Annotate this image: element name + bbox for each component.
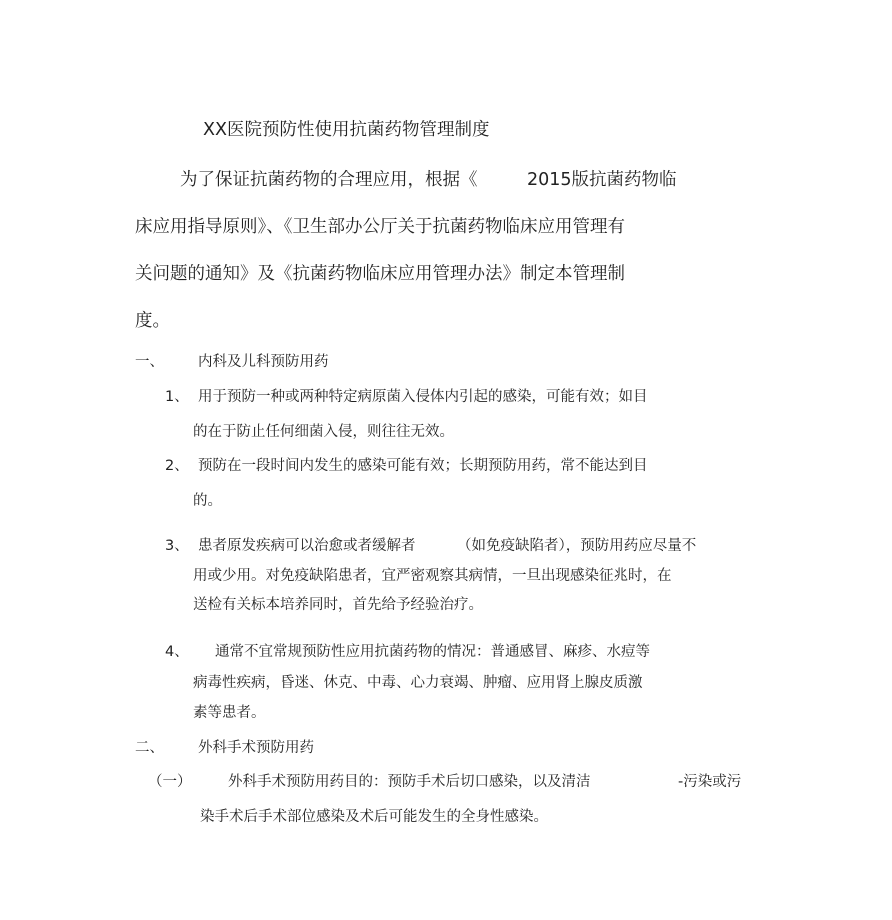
sub1-line2: 染手术后手术部位感染及术后可能发生的全身性感染。 [200,809,548,825]
sub1-number: （一） [148,774,192,790]
item3-line3: 送检有关标本培养同时，首先给予经验治疗。 [193,597,483,613]
intro-line-4: 度。 [135,311,170,331]
item4-line1: 通常不宜常规预防性应用抗菌药物的情况：普通感冒、麻疹、水痘等 [215,644,650,660]
section1-heading: 内科及儿科预防用药 [198,354,329,370]
section2-heading: 外科手术预防用药 [198,740,314,756]
intro-line-1b: 2015版抗菌药物临 [527,170,677,190]
item2-line1: 预防在一段时间内发生的感染可能有效；长期预防用药，常不能达到目 [198,458,648,474]
section2-number: 二、 [135,740,164,756]
item1-line2: 的在于防止任何细菌入侵，则往往无效。 [193,424,454,440]
section1-number: 一、 [135,354,164,370]
sub1-line1a: 外科手术预防用药目的：预防手术后切口感染，以及清洁 [228,774,591,790]
item3-line2: 用或少用。对免疫缺陷患者，宜严密观察其病情，一旦出现感染征兆时，在 [193,568,672,584]
item4-line2: 病毒性疾病，昏迷、休克、中毒、心力衰竭、肿瘤、应用肾上腺皮质激 [193,675,643,691]
item3-line1a: 患者原发疾病可以治愈或者缓解者 [198,538,416,554]
item1-number: 1、 [165,389,189,405]
item4-line3: 素等患者。 [193,705,266,721]
item3-number: 3、 [165,538,189,554]
intro-line-1a: 为了保证抗菌药物的合理应用，根据《 [180,170,478,190]
item2-line2: 的。 [193,493,222,509]
document-title: XX医院预防性使用抗菌药物管理制度 [203,120,490,140]
sub1-line1b: -污染或污 [678,774,742,790]
intro-line-3: 关问题的通知》及《抗菌药物临床应用管理办法》制定本管理制 [135,264,625,284]
item4-number: 4、 [165,644,189,660]
item3-line1b: （如免疫缺陷者），预防用药应尽量不 [457,538,697,554]
item2-number: 2、 [165,458,189,474]
item1-line1: 用于预防一种或两种特定病原菌入侵体内引起的感染，可能有效；如目 [198,389,648,405]
intro-line-2: 床应用指导原则》、《卫生部办公厅关于抗菌药物临床应用管理有 [135,217,625,237]
